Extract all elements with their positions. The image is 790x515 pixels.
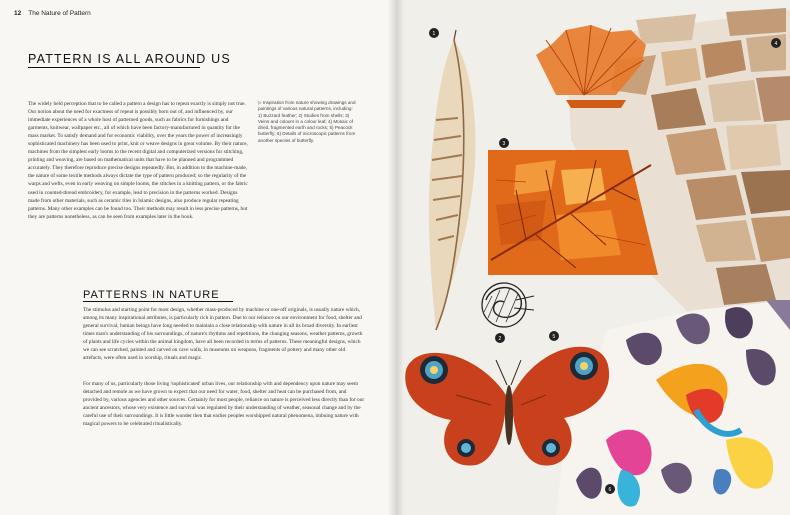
leaf-vein-illustration bbox=[488, 150, 658, 275]
figure-label-1: 1 bbox=[432, 31, 436, 37]
figure-label-3: 3 bbox=[502, 141, 506, 147]
microscopic-butterfly-pattern-illustration bbox=[556, 300, 790, 515]
figure-caption: ▷ Inspiration from nature showing drawings and paintings of various natural patterns, including: 1) Buzzard feather; 2) Studies from shells; 3) Veins and colours in a colour leaf; 4) Mosaic of dried, fragmented earth and rocks; 5) Peacock butterfly; 6) Details of microscopic patterns from another species of butterfly. bbox=[258, 100, 356, 143]
page-number: 12 bbox=[14, 10, 22, 17]
figure-label-6: 6 bbox=[608, 487, 612, 493]
section-heading-pattern: PATTERN IS ALL AROUND US bbox=[28, 52, 231, 66]
heading-underline bbox=[28, 67, 200, 68]
figure-label-5: 5 bbox=[552, 334, 556, 340]
shell-study-illustration bbox=[482, 283, 534, 327]
figure-label-2: 2 bbox=[498, 336, 502, 342]
section-heading-nature: PATTERNS IN NATURE bbox=[83, 289, 220, 301]
buzzard-feather-illustration bbox=[429, 30, 476, 330]
running-header bbox=[14, 10, 91, 17]
book-gutter-shadow bbox=[388, 0, 404, 515]
nature-paragraph-2: For many of us, particularly those living 'sophisticated' urban lives, our relationship with and dependency upon nature may seem detached and remote as we have grown to expect that our need for water, food, shelter and heat can be purchased from, and provided by, various agencies and other sources. Certainly for most people, reliance on nature is perceived less directly than for our ancient ancestors, whose very existence and survival was regulated by their understanding of weather, seasonal change and by the careful use of their surroundings. It is little wonder then that earlier peoples worshipped natural phenomena, imbuing nature with magical powers to be celebrated ritualistically. bbox=[83, 381, 365, 428]
running-title: The Nature of Pattern bbox=[28, 10, 91, 17]
nature-illustration bbox=[396, 0, 790, 515]
figure-label-4: 4 bbox=[774, 41, 778, 47]
right-page-artwork bbox=[396, 0, 790, 515]
intro-body-text: The widely held perception that to be called a pattern a design has to repeat exactly is simply not true. Our notion about the need for exactness of repeat is possibly born out of, and influenced by, our immediate experiences of a whole host of patterned goods, such as fabrics for furnishings and garments, knitwear, wallpaper etc., all of which have been factory-manufactured in quantity for the mass market. To satisfy demand and for economic viability, over the years the power of increasingly sophisticated machinery has been used to print, knit or weave designs in great volume. By their nature, machines from the simplest early looms to the recent digital and computerized versions for stitching, printing and weaving, are based on mathematical units that have to be planned and programmed accurately. They therefore reproduce precise designs repeatedly. But, in addition to the machine-made, the nature of some textile methods always dictate the type of pattern produced; so the regularity of the warps and wefts, even in early weaving on simple looms, the stitches in a knitting pattern, or the fabric used in counted-thread embroidery, for example, lead to precision in the patterns worked. Designs made from other materials, such as ceramic tiles in Islamic designs, also produce regular repeating patterns. Many other examples can be found too. Their methods may result in less precise patterns, but they are patterns nonetheless, as can be seen from examples later in the book. bbox=[28, 101, 248, 220]
nature-paragraph-1: The stimulus and starting point for most design, whether mass-produced by machine or one-off originals, is usually nature which, among its many inspirational attributes, is particularly rich in pattern. Due to our reliance on our environment for food, shelter and general survival, human beings have long needed to maintain a close relationship with nature in all its broad diversity. In earliest times man's understanding of his surroundings, of nature's rhythms and repetitions, the changing seasons, weather patterns, growth of plants and life cycles within the animal kingdom, have all been recorded in terms of patterns. These meaningful designs, which we can see scratched, painted and carved on cave walls, in museums on weapons, fragments of pottery and many other old artefacts, were often used in worship, rituals and magic. bbox=[83, 307, 363, 362]
subheading-underline bbox=[83, 301, 233, 302]
